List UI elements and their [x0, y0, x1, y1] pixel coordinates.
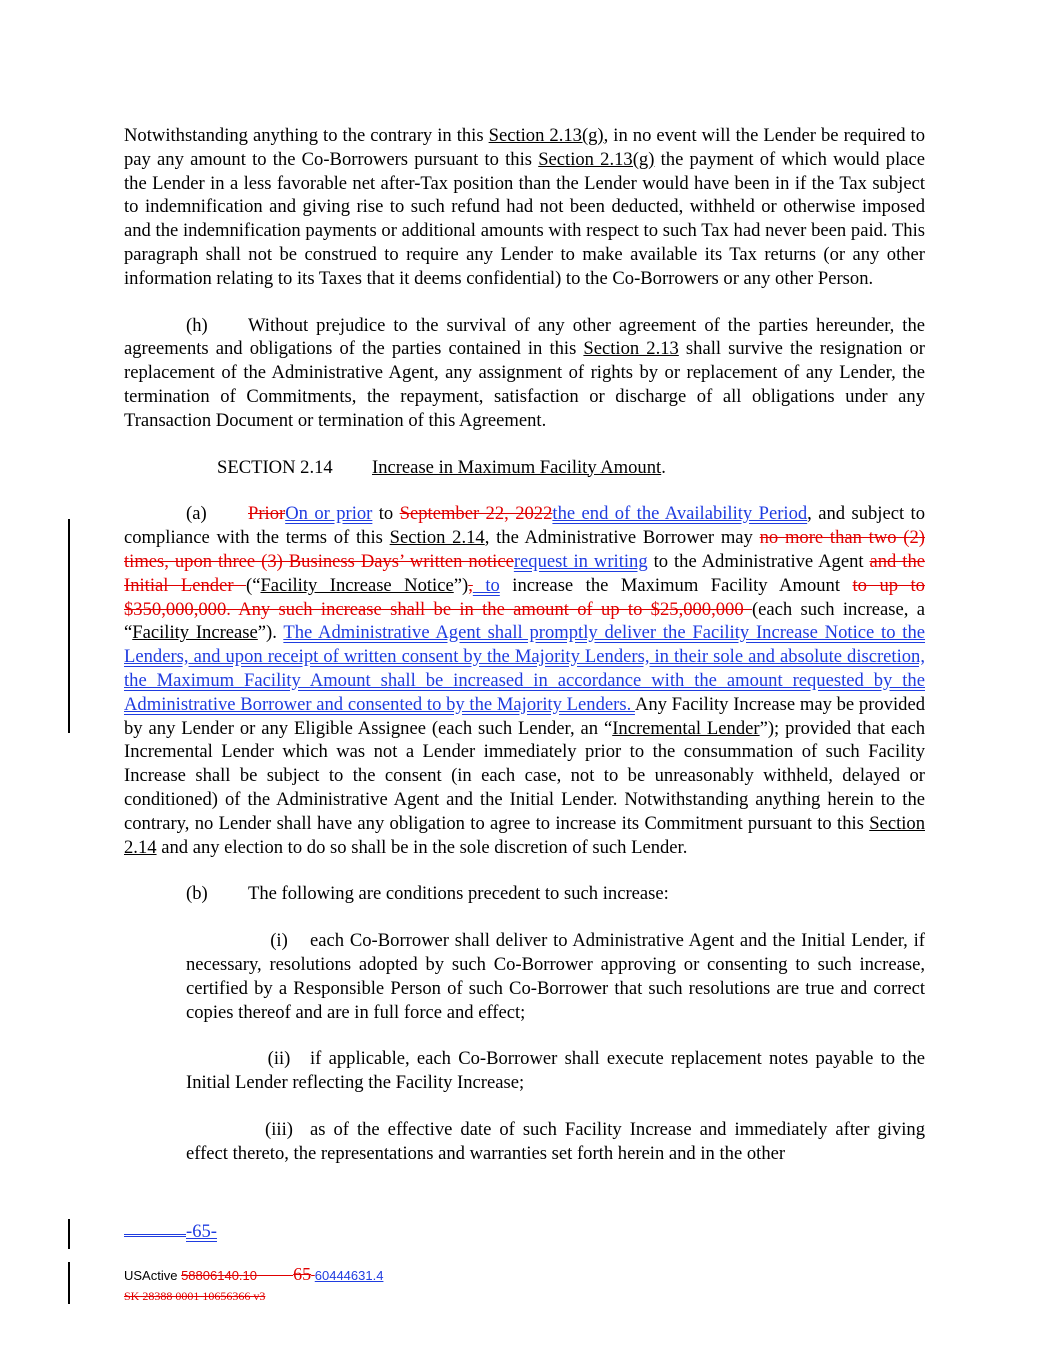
paragraph-label: (a) — [186, 503, 207, 525]
deleted-text: and the Initial Lender — [124, 550, 925, 596]
defined-term: Facility Increase — [132, 622, 258, 644]
subparagraph-label: (i) — [270, 930, 288, 952]
paragraph-h: (h) Without prejudice to the survival of any other agreement of the parties hereunder, the agreements and obligations of the parties contained in this Section 2.13 shall survive the resignation or replacement of the Administrative Agent, any assignment of rights by or replacement of any Lender, the termination of Commitments, the repayment, satisfaction or discharge of all obligations under any Transaction Document or termination of this Agreement. — [124, 314, 925, 431]
document-footer — [124, 1266, 383, 1304]
paragraph-g-continuation: Notwithstanding anything to the contrary in this Section 2.13(g), in no event will the Lender be required to pay any amount to the Co-Borrowers pursuant to this Section 2.13(g) the payment of which would place the Lender in a less favorable net after-Tax position than the Lender would have been in if the Tax subject to indemnification and giving rise to such refund had not been deducted, withheld or otherwise imposed and the indemnification payments or additional amounts with respect to such Tax had never been paid. This paragraph shall not be construed to require any Lender to make available its Tax returns (or any other information relating to its Taxes that it deems confidential) to the Co-Borrowers or any other Person. — [124, 125, 926, 289]
defined-term: Facility Increase Notice — [260, 574, 454, 596]
inserted-text: request in writing — [513, 550, 648, 572]
subparagraph-label: (iii) — [265, 1118, 293, 1140]
document-body — [124, 124, 925, 1165]
subparagraph-iii: (iii) as of the effective date of such Facility Increase and immediately after giving effect thereto, the representations and warranties set forth herein and in the other — [186, 1118, 925, 1164]
deleted-text: no more than two (2) times, upon three (3) Business Days’ written notice — [124, 527, 925, 572]
footer-prefix: USActive — [124, 1268, 182, 1283]
section-reference: Section 2.13 — [583, 338, 679, 360]
footer-old-doc-id: 58806140.10 — [181, 1268, 257, 1283]
inserted-text: On or prior — [285, 503, 373, 525]
inserted-text: to — [472, 574, 500, 596]
footer-new-doc-id: 60444631.4 — [314, 1268, 384, 1283]
deleted-text: Prior — [248, 503, 286, 525]
change-bar — [68, 519, 70, 733]
footer-spacer — [257, 1268, 293, 1283]
section-reference: Section 2.14 — [389, 527, 485, 549]
page-number-text: -65- — [186, 1221, 217, 1242]
change-bar — [68, 1262, 70, 1304]
section-reference: Section 2.14 — [124, 812, 925, 858]
paragraph-a: (a) PriorOn or prior to September 22, 2022the end of the Availability Period, and subject to compliance with the terms of this Section 2.14, the Administrative Borrower may no more than two (2) times, upon three (3) Business Days’ written noticerequest in writing to the Administrative Agent and the Initial Lender (“Facility Increase Notice”), to increase the Maximum Facility Amount to up to $350,000,000. Any such increase shall be in the amount of up to $25,000,000 (each such increase, a “Facility Increase”). The Administrative Agent shall promptly deliver the Facility Increase Notice to the Lenders, and upon receipt of written consent by the Majority Lenders, in their sole and absolute discretion, the Maximum Facility Amount shall be increased in accordance with the amount requested by the Administrative Borrower and consented to by the Majority Lenders. Any Facility Increase may be provided by any Lender or any Eligible Assignee (each such Lender, an “Incremental Lender”); provided that each Incremental Lender which was not a Lender immediately prior to the consummation of such Facility Increase shall be subject to the consent (in each case, not to be unreasonably withheld, delayed or conditioned) of the Administrative Agent and the Initial Lender. Notwithstanding anything herein to the contrary, no Lender shall have any obligation to agree to increase its Commitment pursuant to this Section 2.14 and any election to do so shall be in the sole discretion of such Lender. — [124, 503, 926, 858]
change-bar — [68, 1219, 70, 1249]
paragraph-label: (h) — [186, 314, 208, 336]
subparagraph-label: (ii) — [267, 1048, 291, 1070]
inserted-text: the end of the Availability Period — [552, 503, 808, 525]
footer-line-1 — [124, 1266, 383, 1284]
paragraph-label: (b) — [186, 883, 208, 905]
defined-term: Incremental Lender — [612, 717, 760, 739]
subparagraph-ii: (ii) if applicable, each Co-Borrower shall execute replacement notes payable to the Initial Lender reflecting the Facility Increase; — [186, 1048, 925, 1094]
page-number-leader — [124, 1234, 186, 1237]
section-reference: Section 2.13(g) — [538, 148, 655, 170]
footer-old-page: 65 — [293, 1264, 312, 1284]
section-reference: Section 2.13(g) — [488, 125, 604, 146]
deleted-text: September 22, 2022 — [399, 503, 553, 525]
footer-old-reference: SK 28388 0001 10656366 v3 — [124, 1289, 266, 1303]
page-number — [124, 1221, 217, 1243]
subparagraph-i: (i) each Co-Borrower shall deliver to Administrative Agent and the Initial Lender, if necessary, resolutions adopted by such Co-Borrower approving or consenting to such increase, certified by a Responsible Person of such Co-Borrower that such resolutions are true and correct copies thereof and are in full force and effect; — [186, 930, 925, 1023]
deleted-text: to up to $350,000,000. Any such increase shall be in the amount of up to $25,000,000 — [124, 574, 925, 620]
inserted-text: The Administrative Agent shall promptly deliver the Facility Increase Notice to the Lenders, and upon receipt of written consent by the Majority Lenders, in their sole and absolute discretion, the Maximum Facility Amount shall be increased in accordance with the amount requested by the Administrative Borrower and consented to by the Majority Lenders. — [124, 622, 926, 715]
paragraph-b: (b) The following are conditions precedent to such increase: — [186, 883, 669, 905]
section-heading: SECTION 2.14 Increase in Maximum Facility Amount. — [217, 456, 666, 478]
deleted-text: , — [468, 574, 473, 596]
section-number: SECTION 2.14 — [217, 456, 333, 478]
section-title: Increase in Maximum Facility Amount — [372, 456, 662, 478]
